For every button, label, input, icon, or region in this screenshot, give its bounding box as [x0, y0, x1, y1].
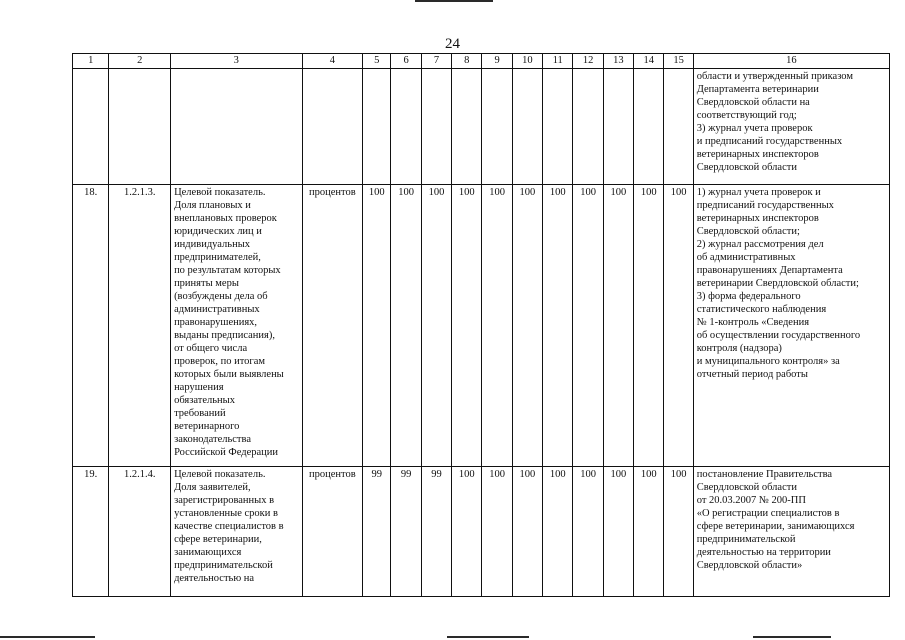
source-cell-line: 3) форма федерального: [696, 291, 801, 302]
indicator-name: [171, 467, 302, 597]
source-cell-line: Свердловской области»: [696, 560, 803, 571]
column-number-13: 13: [603, 54, 633, 69]
scan-artifact-bottom-left: [0, 636, 95, 638]
value-cell: 100: [634, 185, 664, 467]
indicator-name-line: нарушения: [174, 382, 224, 393]
indicator-name-line: административных: [174, 304, 260, 315]
indicator-name-line: индивидуальных: [174, 239, 250, 250]
indicator-name-line: от общего числа: [174, 343, 248, 354]
indicator-name-line: занимающихся: [174, 547, 242, 558]
value-cell: 100: [634, 467, 664, 597]
source-cell-line: контроля (надзора): [696, 343, 782, 354]
value-cell: 100: [664, 185, 693, 467]
scan-artifact-top: [415, 0, 493, 2]
indicator-name-line: сфере ветеринарии,: [174, 534, 262, 545]
indicator-name: [171, 185, 302, 467]
column-number-6: 6: [391, 54, 421, 69]
source-cell-line: правонарушениях Департамента: [696, 265, 843, 276]
source-cell-line: Департамента ветеринарии: [696, 84, 819, 95]
value-cell: 100: [603, 467, 633, 597]
source-cell-line: об административных: [696, 252, 796, 263]
indicator-name-line: Доля плановых и: [174, 200, 251, 211]
indicator-name-line: качестве специалистов в: [174, 521, 284, 532]
value-cell: 100: [512, 185, 542, 467]
value-cell: 99: [363, 467, 391, 597]
indicator-name-line: (возбуждены дела об: [174, 291, 268, 302]
row-number: 19.: [73, 467, 109, 597]
source-cell: [693, 185, 889, 467]
indicator-name: [171, 69, 302, 185]
indicator-name-line: Целевой показатель.: [174, 469, 266, 480]
value-cell: 100: [421, 185, 451, 467]
source-cell-line: 3) журнал учета проверок: [696, 123, 813, 134]
value-cell: 100: [543, 467, 573, 597]
value-cell: 100: [543, 185, 573, 467]
source-cell-line: соответствующий год;: [696, 110, 797, 121]
table-row: [73, 467, 890, 597]
value-cell: 100: [603, 185, 633, 467]
value-cell: [482, 69, 512, 185]
column-number-14: 14: [634, 54, 664, 69]
value-cell: [512, 69, 542, 185]
value-cell: 100: [573, 467, 603, 597]
value-cell: 100: [452, 185, 482, 467]
value-cell: [421, 69, 451, 185]
value-cell: [543, 69, 573, 185]
row-number: [73, 69, 109, 185]
target-code: 1.2.1.4.: [109, 467, 171, 597]
value-cell: [391, 69, 421, 185]
value-cell: [603, 69, 633, 185]
unit-cell: процентов: [302, 467, 363, 597]
column-number-9: 9: [482, 54, 512, 69]
column-number-15: 15: [664, 54, 693, 69]
source-cell-line: 1) журнал учета проверок и: [696, 187, 821, 198]
indicator-name-line: деятельностью на: [174, 573, 255, 584]
source-cell-line: ветеринарных инспекторов: [696, 149, 819, 160]
source-cell-line: постановление Правительства: [696, 469, 833, 480]
column-number-8: 8: [452, 54, 482, 69]
indicator-name-line: предпринимателей,: [174, 252, 261, 263]
source-cell-line: «О регистрации специалистов в: [696, 508, 840, 519]
value-cell: 100: [391, 185, 421, 467]
column-number-3: 3: [171, 54, 302, 69]
indicator-name-line: выданы предписания),: [174, 330, 275, 341]
indicator-name-line: Доля заявителей,: [174, 482, 251, 493]
value-cell: 99: [421, 467, 451, 597]
indicators-table: [72, 53, 890, 597]
value-cell: [664, 69, 693, 185]
source-cell-line: деятельностью на территории: [696, 547, 831, 558]
indicator-name-line: юридических лиц и: [174, 226, 262, 237]
column-number-16: 16: [693, 54, 889, 69]
value-cell: [452, 69, 482, 185]
indicator-name-line: установленные сроки в: [174, 508, 278, 519]
source-cell-line: Свердловской области на: [696, 97, 810, 108]
table-row: [73, 185, 890, 467]
source-cell-line: Свердловской области: [696, 482, 797, 493]
indicator-name-line: приняты меры: [174, 278, 239, 289]
source-cell: [693, 69, 889, 185]
value-cell: [363, 69, 391, 185]
indicator-name-line: внеплановых проверок: [174, 213, 277, 224]
scan-artifact-bottom-right: [753, 636, 831, 638]
value-cell: 100: [482, 467, 512, 597]
source-cell-line: Свердловской области: [696, 162, 797, 173]
target-code: 1.2.1.3.: [109, 185, 171, 467]
table-row: [73, 69, 890, 185]
source-cell-line: и муниципального контроля» за: [696, 356, 840, 367]
page-number: 24: [445, 36, 460, 52]
source-cell-line: от 20.03.2007 № 200-ПП: [696, 495, 806, 506]
column-number-5: 5: [363, 54, 391, 69]
source-cell-line: 2) журнал рассмотрения дел: [696, 239, 824, 250]
value-cell: 100: [573, 185, 603, 467]
source-cell: [693, 467, 889, 597]
value-cell: 99: [391, 467, 421, 597]
source-cell-line: и предписаний государственных: [696, 136, 843, 147]
indicator-name-line: проверок, по итогам: [174, 356, 266, 367]
value-cell: [573, 69, 603, 185]
source-cell-line: сфере ветеринарии, занимающихся: [696, 521, 855, 532]
indicator-name-line: которых были выявлены: [174, 369, 284, 380]
column-number-10: 10: [512, 54, 542, 69]
indicator-name-line: законодательства: [174, 434, 251, 445]
indicator-name-line: правонарушениях,: [174, 317, 258, 328]
value-cell: 100: [363, 185, 391, 467]
column-number-7: 7: [421, 54, 451, 69]
scan-artifact-bottom-center: [447, 636, 529, 638]
indicator-name-line: зарегистрированных в: [174, 495, 275, 506]
unit-cell: [302, 69, 363, 185]
source-cell-line: ветеринарии Свердловской области;: [696, 278, 859, 289]
source-cell-line: Свердловской области;: [696, 226, 800, 237]
indicator-name-line: ветеринарного: [174, 421, 240, 432]
value-cell: 100: [512, 467, 542, 597]
table-body: [73, 54, 890, 597]
indicator-name-line: по результатам которых: [174, 265, 281, 276]
column-number-4: 4: [302, 54, 363, 69]
value-cell: 100: [452, 467, 482, 597]
source-cell-line: об осуществлении государственного: [696, 330, 861, 341]
unit-cell: процентов: [302, 185, 363, 467]
row-number: 18.: [73, 185, 109, 467]
column-number-1: 1: [73, 54, 109, 69]
indicator-name-line: Целевой показатель.: [174, 187, 266, 198]
indicator-name-line: предпринимательской: [174, 560, 273, 571]
column-number-11: 11: [543, 54, 573, 69]
source-cell-line: статистического наблюдения: [696, 304, 827, 315]
value-cell: [634, 69, 664, 185]
indicator-name-line: обязательных: [174, 395, 235, 406]
source-cell-line: предписаний государственных: [696, 200, 834, 211]
indicator-name-line: требований: [174, 408, 226, 419]
value-cell: 100: [482, 185, 512, 467]
column-number-2: 2: [109, 54, 171, 69]
source-cell-line: № 1-контроль «Сведения: [696, 317, 810, 328]
column-number-row: [73, 54, 890, 69]
indicator-name-line: Российской Федерации: [174, 447, 279, 458]
target-code: [109, 69, 171, 185]
source-cell-line: отчетный период работы: [696, 369, 808, 380]
source-cell-line: ветеринарных инспекторов: [696, 213, 819, 224]
value-cell: 100: [664, 467, 693, 597]
column-number-12: 12: [573, 54, 603, 69]
source-cell-line: предпринимательской: [696, 534, 796, 545]
source-cell-line: области и утвержденный приказом: [696, 71, 853, 82]
